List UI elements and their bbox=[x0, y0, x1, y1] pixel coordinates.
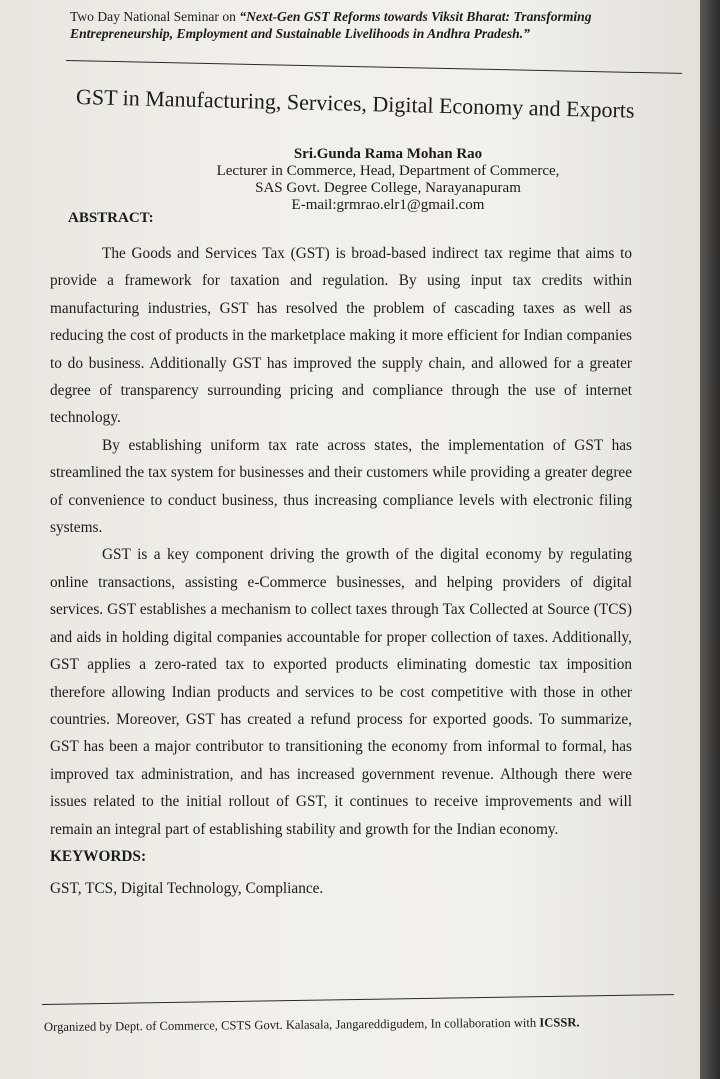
abstract-paragraph-2: By establishing uniform tax rate across states, the implementation of GST has streamlined the tax system for businesses and their customers while providing a greater degree of convenience to conduct business, thus increasing compliance levels with electronic filing systems. bbox=[50, 436, 632, 537]
author-name: Sri.Gunda Rama Mohan Rao bbox=[293, 146, 483, 162]
header-lead: Two Day National Seminar on bbox=[70, 9, 240, 24]
author-affiliation-2: SAS Govt. Degree College, Narayanapuram bbox=[255, 180, 521, 196]
paper-title: GST in Manufacturing, Services, Digital Economy and Exports bbox=[75, 84, 635, 123]
author-block bbox=[198, 146, 578, 214]
footer-org: ICSSR. bbox=[539, 1015, 580, 1030]
abstract-body bbox=[50, 240, 632, 903]
header-divider bbox=[66, 60, 682, 74]
author-email: E-mail:grmrao.elr1@gmail.com bbox=[291, 197, 485, 213]
footer-text: Organized by Dept. of Commerce, CSTS Govt. Kalasala, Jangareddigudem, In collaboration with bbox=[43, 1015, 540, 1034]
abstract-heading: ABSTRACT: bbox=[68, 210, 154, 226]
keywords-list: GST, TCS, Digital Technology, Compliance. bbox=[50, 880, 324, 898]
seminar-header bbox=[70, 8, 660, 42]
header-italic-line1: “Next-Gen GST Reforms towards Viksit Bharat: Transforming bbox=[239, 9, 592, 24]
footer-divider bbox=[42, 994, 674, 1005]
header-italic-line2: Entrepreneurship, Employment and Sustainable Livelihoods in Andhra Pradesh.” bbox=[70, 26, 530, 41]
abstract-paragraph-3: GST is a key component driving the growth of the digital economy by regulating online transactions, assisting e-Commerce businesses, and helping providers of digital services. GST establishes a mechanism to collect taxes through Tax Collected at Source (TCS) and aids in holding digital companies accountable for proper collection of taxes. Additionally, GST applies a zero-rated tax to exported products eliminating domestic tax imposition therefore allowing Indian products and services to be cost competitive with those in other countries. Moreover, GST has created a refund process for exported goods. To summarize, GST has been a major contributor to transitioning the economy from informal to formal, has improved tax administration, and has increased government revenue. Although there were issues related to the initial rollout of GST, it continues to receive improvements and will remain an integral part of establishing stability and growth for the Indian economy. bbox=[50, 546, 632, 838]
author-affiliation-1: Lecturer in Commerce, Head, Department of Commerce, bbox=[216, 163, 560, 179]
book-edge bbox=[700, 0, 720, 1079]
abstract-paragraph-1: The Goods and Services Tax (GST) is broad-based indirect tax regime that aims to provide a framework for taxation and regulation. By using input tax credits within manufacturing industries, GST has resolved the problem of cascading taxes as well as reducing the cost of products in the marketplace making it more efficient for Indian companies to do business. Additionally GST has improved the supply chain, and allowed for a greater degree of transparency surrounding pricing and compliance through the use of internet technology. bbox=[50, 245, 632, 427]
keywords-heading: KEYWORDS: bbox=[50, 847, 147, 865]
footer bbox=[44, 1014, 684, 1035]
